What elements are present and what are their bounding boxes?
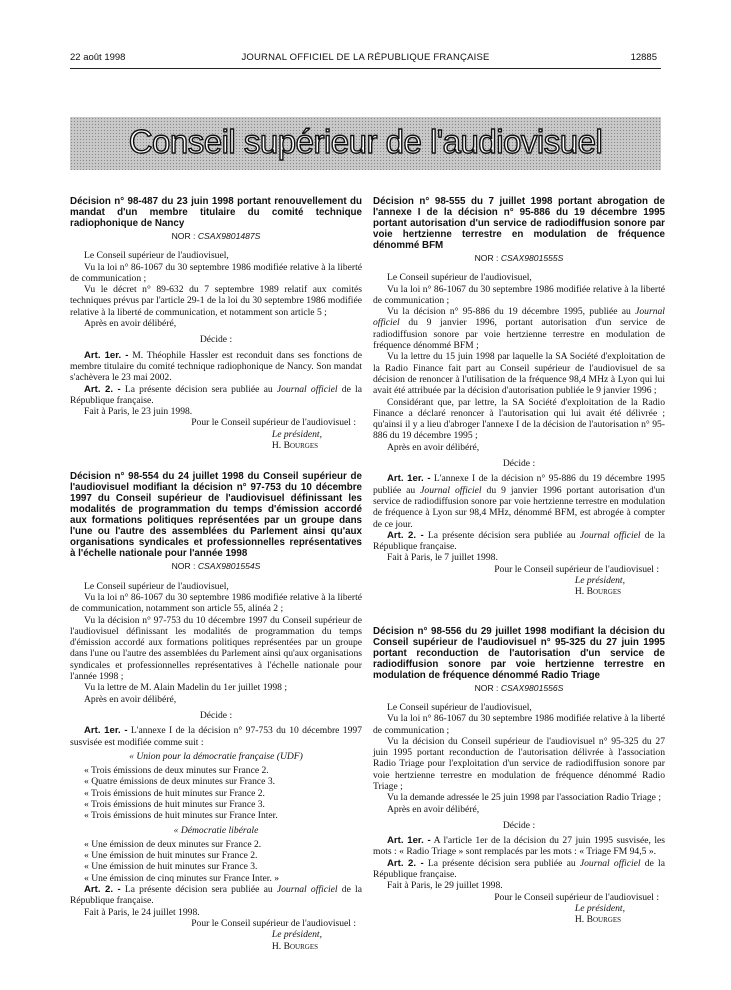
article-text: de la République française. [373, 857, 665, 881]
nor-code: CSAX9801556S [500, 682, 564, 693]
article-label: Art. 1er. - [84, 725, 128, 737]
article-text: de la République française. [70, 884, 362, 907]
decision-title: Décision n° 98-487 du 23 juin 1998 portant renouvellement du mandat d'un membre titulaire du comité technique radiophonique de Nancy [70, 196, 362, 229]
paragraph: Vu le décret n° 89-632 du 7 septembre 1989 relatif aux comités techniques prévus par l'article 29-1 de la loi du 30 septembre 1986 modifiée relative à la liberté de communication, et notamment son article 5 ; [70, 284, 362, 318]
article-1 [70, 725, 362, 748]
decision-title: Décision n° 98-555 du 7 juillet 1998 portant abrogation de l'annexe I de la décision n° 95-886 du 19 décembre 1995 portant autorisation d'un service de radiodiffusion sonore par voie hertzienne terrestre en modulation de fréquence dénommé BFM [373, 196, 665, 251]
paragraph: Vu la demande adressée le 25 juin 1998 par l'association Radio Triage ; [387, 792, 661, 804]
list-item: « Quatre émissions de deux minutes sur France 3. [84, 776, 276, 788]
article-label: Art. 2. - [84, 383, 121, 395]
article-1 [70, 350, 362, 384]
article-text: de la République française. [70, 383, 362, 406]
journal-officiel-ref: Journal officiel [276, 383, 338, 395]
signature-title: Le président, [574, 575, 625, 587]
article-2 [70, 384, 362, 407]
list-item: « Trois émissions de huit minutes sur France 3. [84, 798, 265, 810]
nor-code: CSAX9801487S [197, 231, 261, 241]
list-item: « Une émission de huit minutes sur France 3. [84, 861, 258, 873]
article-text: M. Théophile Hassler est reconduit dans ses fonctions de membre titulaire du comité technique radiophonique de Nancy. Son mandat s'achèvera le 23 mai 2002. [70, 349, 363, 384]
article-1 [373, 473, 665, 529]
journal-officiel-ref: Journal officiel [579, 529, 641, 541]
nor-code: CSAX9801554S [197, 561, 261, 572]
article-text: de la République française. [373, 529, 665, 553]
paragraph: Le Conseil supérieur de l'audiovisuel, [387, 701, 532, 713]
journal-officiel-ref: Journal officiel [579, 857, 641, 869]
nor-label: NOR : [474, 253, 499, 263]
signature-name: H. Bourges [574, 586, 621, 598]
journal-officiel-ref: Journal officiel [373, 306, 665, 329]
article-text: L'annexe I de la décision n° 95-886 du 19 décembre 1995 publiée au [373, 473, 665, 496]
nor-label: NOR : [474, 682, 499, 693]
signature-line: Pour le Conseil supérieur de l'audiovisuel : [191, 917, 356, 929]
nor-code: CSAX9801555S [500, 253, 564, 263]
decision-98-487 [70, 196, 362, 451]
article-text: La présente décision sera publiée au [124, 383, 273, 395]
article-text: du 9 janvier 1996 portant autorisation d'un service de radiodiffusion sonore par voie hertzienne terrestre en modulation de fréquence à Lyon sur 98,4 MHz, dénommé BFM, est abrogée à compter de ce jour. [373, 484, 665, 530]
signature-title: Le président, [271, 428, 322, 440]
paragraph: Vu la loi n° 86-1067 du 30 septembre 1986 modifiée relative à la liberté de communication ; [373, 283, 665, 306]
signature-title: Le président, [574, 902, 625, 914]
paragraph: Après en avoir délibéré, [387, 803, 480, 815]
paragraph: Vu la loi n° 86-1067 du 30 septembre 1986 modifiée relative à la liberté de communication ; [70, 261, 362, 284]
page-header [0, 52, 731, 66]
decision-title: Décision n° 98-554 du 24 juillet 1998 du Conseil supérieur de l'audiovisuel modifiant la décision n° 97-753 du 10 décembre 1997 du Conseil supérieur de l'audiovisuel définissant les modalités de programmation du temps d'émission accordé aux formations politiques représentées par un groupe dans l'une ou l'autre des assemblées du Parlement ainsi qu'aux organisations syndicales et professionnelles représentatives à l'échelle nationale pour l'année 1998 [70, 471, 362, 560]
article-label: Art. 1er. - [387, 835, 431, 847]
list-item: « Une émission de huit minutes sur France 2. [84, 850, 258, 862]
place-date: Fait à Paris, le 23 juin 1998. [84, 406, 193, 418]
list-item: « Trois émissions de deux minutes sur France 2. [84, 765, 269, 777]
article-text: A l'article 1er de la décision du 27 juin 1995 susvisée, les mots : « Radio Triage » sont remplacés par les mots : « Triage FM 94,5 ». [373, 835, 665, 858]
list-item: « Trois émissions de huit minutes sur France 2. [84, 787, 265, 799]
paragraph: Vu la lettre de M. Alain Madelin du 1er juillet 1998 ; [84, 682, 287, 694]
signature-line: Pour le Conseil supérieur de l'audiovisuel : [191, 417, 356, 429]
list-item: « Une émission de cinq minutes sur France Inter. » [84, 872, 280, 884]
article-label: Art. 1er. - [84, 349, 129, 361]
signature-name: H. Bourges [271, 440, 318, 452]
paragraph: Le Conseil supérieur de l'audiovisuel, [387, 272, 532, 284]
paragraph: Vu la décision n° 97-753 du 10 décembre 1997 du Conseil supérieur de l'audiovisuel définissant les modalités de programmation du temps d'émission accordé aux formations politiques représentées par un groupe dans l'une ou l'autre des assemblées du Parlement ainsi qu'aux organisations syndicales et professionnelles représentatives à l'échelle nationale pour l'année 1998 ; [70, 614, 362, 683]
decision-98-555 [373, 196, 665, 598]
paragraph: Vu la loi n° 86-1067 du 30 septembre 1986 modifiée relative à la liberté de communication ; [373, 713, 665, 736]
party-heading: « Démocratie libérale [173, 824, 259, 836]
header-date: 22 août 1998 [70, 52, 126, 63]
nor-reference [70, 231, 362, 242]
paragraph: Vu la décision du Conseil supérieur de l'audiovisuel n° 95-325 du 27 juin 1995 portant reconduction de l'autorisation délivrée à l'association Radio Triage pour l'exploitation d'un service de radiodiffusion sonore par voie hertzienne terrestre en modulation de fréquence dénommé Radio Triage ; [373, 735, 665, 792]
paragraph: Après en avoir délibéré, [84, 693, 177, 705]
nor-reference [373, 683, 665, 694]
decide-heading: Décide : [199, 334, 233, 346]
nor-label: NOR : [171, 231, 196, 241]
signature-name: H. Bourges [574, 914, 621, 926]
article-2 [373, 858, 665, 881]
paragraph [373, 306, 665, 351]
article-1 [373, 835, 665, 858]
article-label: Art. 2. - [387, 529, 424, 541]
place-date: Fait à Paris, le 24 juillet 1998. [84, 906, 200, 918]
header-journal-title: JOURNAL OFFICIEL DE LA RÉPUBLIQUE FRANÇAISE [241, 52, 490, 63]
place-date: Fait à Paris, le 7 juillet 1998. [387, 552, 498, 564]
paragraph: Après en avoir délibéré, [387, 441, 480, 453]
paragraph: Vu la loi n° 86-1067 du 30 septembre 1986 modifiée relative à la liberté de communication, notamment son article 55, alinéa 2 ; [70, 591, 362, 615]
article-text: La présente décision sera publiée au [124, 884, 273, 896]
decision-title: Décision n° 98-556 du 29 juillet 1998 modifiant la décision du Conseil supérieur de l'audiovisuel n° 95-325 du 27 juin 1995 portant reconduction de l'autorisation d'un service de radiodiffusion sonore par voie hertzienne terrestre en modulation de fréquence dénommé Radio Triage [373, 625, 665, 681]
article-label: Art. 2. - [387, 857, 424, 869]
paragraph-text: du 9 janvier 1996, portant autorisation d'un service de radiodiffusion sonore par voie hertzienne terrestre en modulation de fréquence dénommé BFM ; [373, 317, 666, 352]
header-rule [70, 68, 661, 69]
decision-98-554 [70, 471, 362, 952]
journal-officiel-ref: Journal officiel [420, 484, 482, 496]
paragraph-text: Vu la décision n° 95-886 du 19 décembre 1995, publiée au [387, 306, 631, 318]
article-text: La présente décision sera publiée au [427, 529, 576, 541]
article-2 [70, 884, 362, 907]
article-label: Art. 1er. - [387, 473, 431, 485]
journal-officiel-ref: Journal officiel [276, 884, 338, 896]
paragraph: Après en avoir délibéré, [84, 318, 177, 330]
header-page-number: 12885 [630, 52, 657, 63]
nor-reference [70, 561, 362, 572]
signature-line: Pour le Conseil supérieur de l'audiovisuel : [494, 891, 659, 903]
article-text: L'annexe I de la décision n° 97-753 du 10 décembre 1997 susvisée est modifiée comme suit : [70, 725, 362, 748]
list-item: « Trois émissions de huit minutes sur France Inter. [84, 810, 278, 822]
party-heading: « Union pour la démocratie française (UDF) [129, 750, 303, 762]
right-column [373, 196, 665, 926]
article-2 [373, 530, 665, 553]
left-column [70, 196, 362, 952]
signature-name: H. Bourges [271, 940, 318, 952]
article-text: La présente décision sera publiée au [427, 857, 576, 869]
paragraph: Le Conseil supérieur de l'audiovisuel, [84, 580, 229, 592]
decide-heading: Décide : [502, 819, 536, 831]
signature-line: Pour le Conseil supérieur de l'audiovisuel : [494, 563, 659, 575]
banner-title: Conseil supérieur de l'audiovisuel [128, 123, 603, 160]
decide-heading: Décide : [502, 458, 536, 470]
section-banner [70, 117, 661, 170]
decision-98-556 [373, 626, 665, 926]
signature-title: Le président, [271, 929, 322, 941]
paragraph: Considérant que, par lettre, la SA Société d'exploitation de la Radio Finance a déclaré renoncer à l'autorisation qui lui avait été délivrée ; qu'ainsi il y a lieu d'abroger l'annexe I de la décision de l'autorisation n° 95-886 du 19 décembre 1995 ; [373, 396, 665, 442]
article-label: Art. 2. - [84, 884, 121, 896]
list-item: « Une émission de deux minutes sur France 2. [84, 838, 262, 850]
spacer [373, 598, 665, 626]
paragraph: Vu la lettre du 15 juin 1998 par laquelle la SA Société d'exploitation de la Radio Finance fait part au Conseil supérieur de l'audiovisuel de sa décision de renoncer à l'utilisation de la fréquence 98,4 MHz à Lyon qui lui avait été attribuée par la décision d'autorisation publiée le 9 janvier 1996 ; [373, 351, 665, 397]
decide-heading: Décide : [199, 709, 233, 721]
place-date: Fait à Paris, le 29 juillet 1998. [387, 880, 503, 892]
nor-reference [373, 253, 665, 264]
paragraph: Le Conseil supérieur de l'audiovisuel, [84, 250, 229, 262]
nor-label: NOR : [171, 561, 196, 572]
spacer [70, 451, 362, 471]
